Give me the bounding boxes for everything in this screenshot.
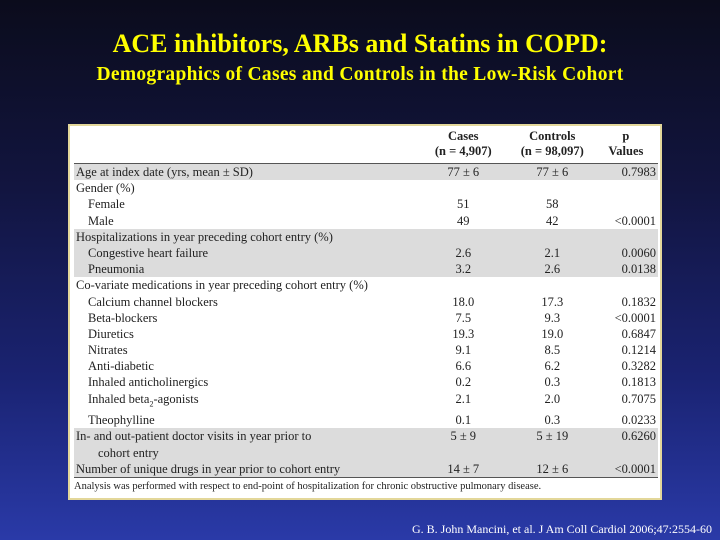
row-label: Inhaled anticholinergics [88,375,209,390]
cell-p: <0.0001 [614,310,656,325]
row-label: Number of unique drugs in year prior to cohort entry [74,461,418,478]
cell-cases: 51 [457,197,470,212]
cell-controls: 5 ± 19 [509,428,596,444]
cell-controls: 2.1 [509,245,596,261]
row-label [74,391,418,413]
header-controls [509,129,596,164]
header-cases-n: (n = 4,907) [434,144,492,158]
row-label: Diuretics [88,326,134,341]
cell-cases [418,277,509,293]
cell-p: <0.0001 [614,213,656,228]
cell-controls: 0.3 [544,375,561,390]
row-label: Nitrates [88,343,128,358]
table-row [74,358,658,374]
cell-p: 0.0233 [621,413,656,428]
table-row [74,164,658,181]
cell-empty [509,445,596,461]
row-label: Beta-blockers [88,310,158,325]
table-row [74,428,658,444]
table-row [74,310,658,326]
table-row [74,213,658,229]
cell-cases: 77 ± 6 [418,164,509,181]
header-p [596,129,658,164]
cell-p: 0.0060 [596,245,658,261]
cell-p: 0.1214 [621,343,656,358]
cell-cases: 19.3 [452,326,475,341]
citation: G. B. John Mancini, et al. J Am Coll Cardiol 2006;47:2554-60 [412,522,712,536]
row-label-text: Inhaled beta [88,391,150,406]
header-controls-title: Controls [529,129,576,143]
row-label: Congestive heart failure [74,245,418,261]
row-label: Gender (%) [76,181,135,196]
cell-p [596,180,658,196]
cell-cases: 2.6 [418,245,509,261]
cell-controls: 58 [546,197,559,212]
cell-cases: 2.1 [455,391,472,406]
table-footnote-row [74,477,658,495]
row-label-subscript: 2 [149,399,154,409]
cell-p: <0.0001 [596,461,658,478]
table-row [74,180,658,196]
cell-controls: 2.0 [544,391,561,406]
table-row [74,196,658,212]
cell-controls [509,229,596,245]
cell-cases: 9.1 [455,343,472,358]
row-label: In- and out-patient doctor visits in year prior to [74,428,418,444]
cell-p: 0.6260 [596,428,658,444]
table-footnote: Analysis was performed with respect to end-point of hospitalization for chronic obstructive pulmonary disease. [74,477,658,495]
cell-controls: 77 ± 6 [509,164,596,181]
cell-cases: 14 ± 7 [418,461,509,478]
cell-controls: 8.5 [544,343,561,358]
cell-controls: 42 [546,213,559,228]
cell-cases: 0.2 [455,375,472,390]
cell-cases: 5 ± 9 [418,428,509,444]
cell-controls [509,180,596,196]
table-row [74,374,658,390]
cell-controls: 0.3 [544,413,561,428]
table-row [74,412,658,428]
cell-controls: 17.3 [541,294,564,309]
table-panel [68,124,662,500]
row-label: Co-variate medications in year preceding cohort entry (%) [76,278,368,293]
cell-cases: 3.2 [418,261,509,277]
header-cases [418,129,509,164]
row-label: Male [88,213,114,228]
cell-p [596,196,658,212]
slide-title: ACE inhibitors, ARBs and Statins in COPD: [112,29,608,58]
row-label: Anti-diabetic [88,359,154,374]
cell-controls: 19.0 [541,326,564,341]
slide-subtitle: Demographics of Cases and Controls in the Low-Risk Cohort [96,64,624,85]
header-p-title: p [622,129,630,143]
table-row [74,326,658,342]
cell-p: 0.1813 [621,375,656,390]
cell-p: 0.1832 [621,294,656,309]
header-cases-title: Cases [447,129,479,143]
cell-cases [418,180,509,196]
table-row [74,294,658,310]
cell-cases [418,229,509,245]
cell-p: 0.7075 [621,391,656,406]
cell-cases: 0.1 [455,413,472,428]
cell-cases: 6.6 [455,359,472,374]
row-label: Theophylline [88,413,155,428]
table-row [74,391,658,413]
row-label-text-suffix: -agonists [153,391,199,406]
header-controls-n: (n = 98,097) [520,144,584,158]
table-row [74,461,658,478]
cell-controls: 12 ± 6 [509,461,596,478]
cell-p [596,277,658,293]
table-row [74,229,658,245]
demographics-table [74,129,658,495]
table-row [74,277,658,293]
row-label: Age at index date (yrs, mean ± SD) [74,164,418,181]
cell-controls: 9.3 [544,310,561,325]
cell-p: 0.0138 [596,261,658,277]
table-row [74,245,658,261]
row-label: Calcium channel blockers [88,294,218,309]
cell-cases: 49 [457,213,470,228]
table-row [74,261,658,277]
cell-controls: 6.2 [544,359,561,374]
cell-empty [596,445,658,461]
cell-controls [509,277,596,293]
cell-p: 0.3282 [621,359,656,374]
header-p-values: Values [608,144,644,158]
cell-p [596,229,658,245]
cell-p: 0.6847 [621,326,656,341]
header-label [74,129,418,164]
table-header-row [74,129,658,164]
table-row [74,445,658,461]
row-label: Pneumonia [74,261,418,277]
row-label: Female [88,197,125,212]
table-row [74,342,658,358]
cell-cases: 18.0 [452,294,475,309]
cell-p: 0.7983 [596,164,658,181]
row-label: Hospitalizations in year preceding cohort entry (%) [74,229,418,245]
cell-controls: 2.6 [509,261,596,277]
row-label-continued: cohort entry [74,445,418,461]
cell-cases: 7.5 [455,310,472,325]
cell-empty [418,445,509,461]
